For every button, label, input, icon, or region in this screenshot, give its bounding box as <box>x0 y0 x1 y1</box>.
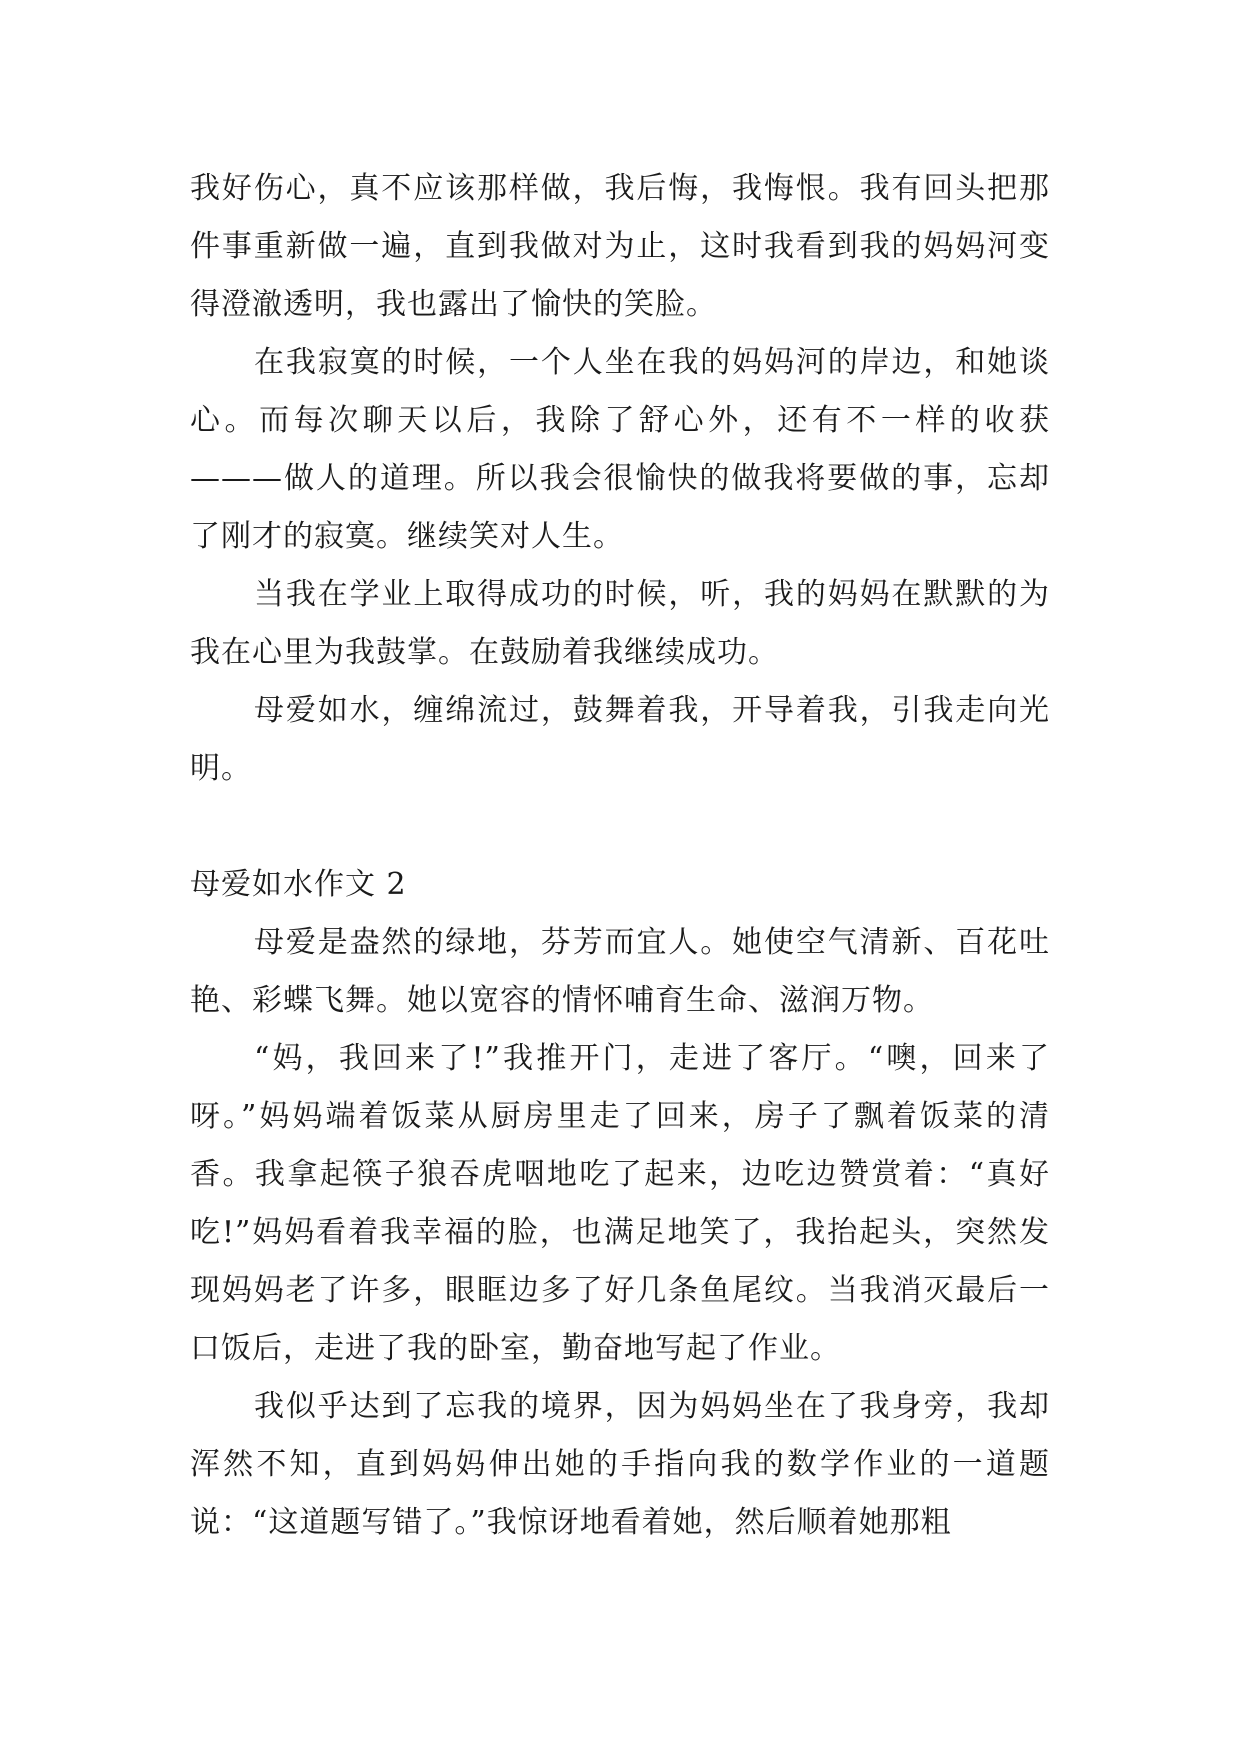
paragraph: 当我在学业上取得成功的时候，听，我的妈妈在默默的为我在心里为我鼓掌。在鼓励着我继续成功。 <box>190 577 1050 670</box>
paragraph: 在我寂寞的时候，一个人坐在我的妈妈河的岸边，和她谈心。而每次聊天以后，我除了舒心外，还有不一样的收获———做人的道理。所以我会很愉快的做我将要做的事，忘却了刚才的寂寞。继续笑对人生。 <box>190 345 1050 554</box>
paragraph: 母爱是盎然的绿地，芬芳而宜人。她使空气清新、百花吐艳、彩蝶飞舞。她以宽容的情怀哺育生命、滋润万物。 <box>190 925 1050 1018</box>
paragraph: 我似乎达到了忘我的境界，因为妈妈坐在了我身旁，我却浑然不知，直到妈妈伸出她的手指向我的数学作业的一道题说：“这道题写错了。”我惊讶地看着她，然后顺着她那粗 <box>190 1389 1050 1540</box>
paragraph: 我好伤心，真不应该那样做，我后悔，我悔恨。我有回头把那件事重新做一遍，直到我做对为止，这时我看到我的妈妈河变得澄澈透明，我也露出了愉快的笑脸。 <box>190 171 1050 322</box>
section-heading: 母爱如水作文 2 <box>190 867 407 902</box>
section-spacer <box>190 798 1050 856</box>
paragraph: 母爱如水，缠绵流过，鼓舞着我，开导着我，引我走向光明。 <box>190 693 1050 786</box>
document-body <box>190 160 1050 1552</box>
paragraph: “妈，我回来了!”我推开门，走进了客厅。“噢，回来了呀。”妈妈端着饭菜从厨房里走了回来，房子了飘着饭菜的清香。我拿起筷子狼吞虎咽地吃了起来，边吃边赞赏着：“真好吃!”妈妈看着我幸福的脸，也满足地笑了，我抬起头，突然发现妈妈老了许多，眼眶边多了好几条鱼尾纹。当我消灭最后一口饭后，走进了我的卧室，勤奋地写起了作业。 <box>190 1041 1050 1366</box>
